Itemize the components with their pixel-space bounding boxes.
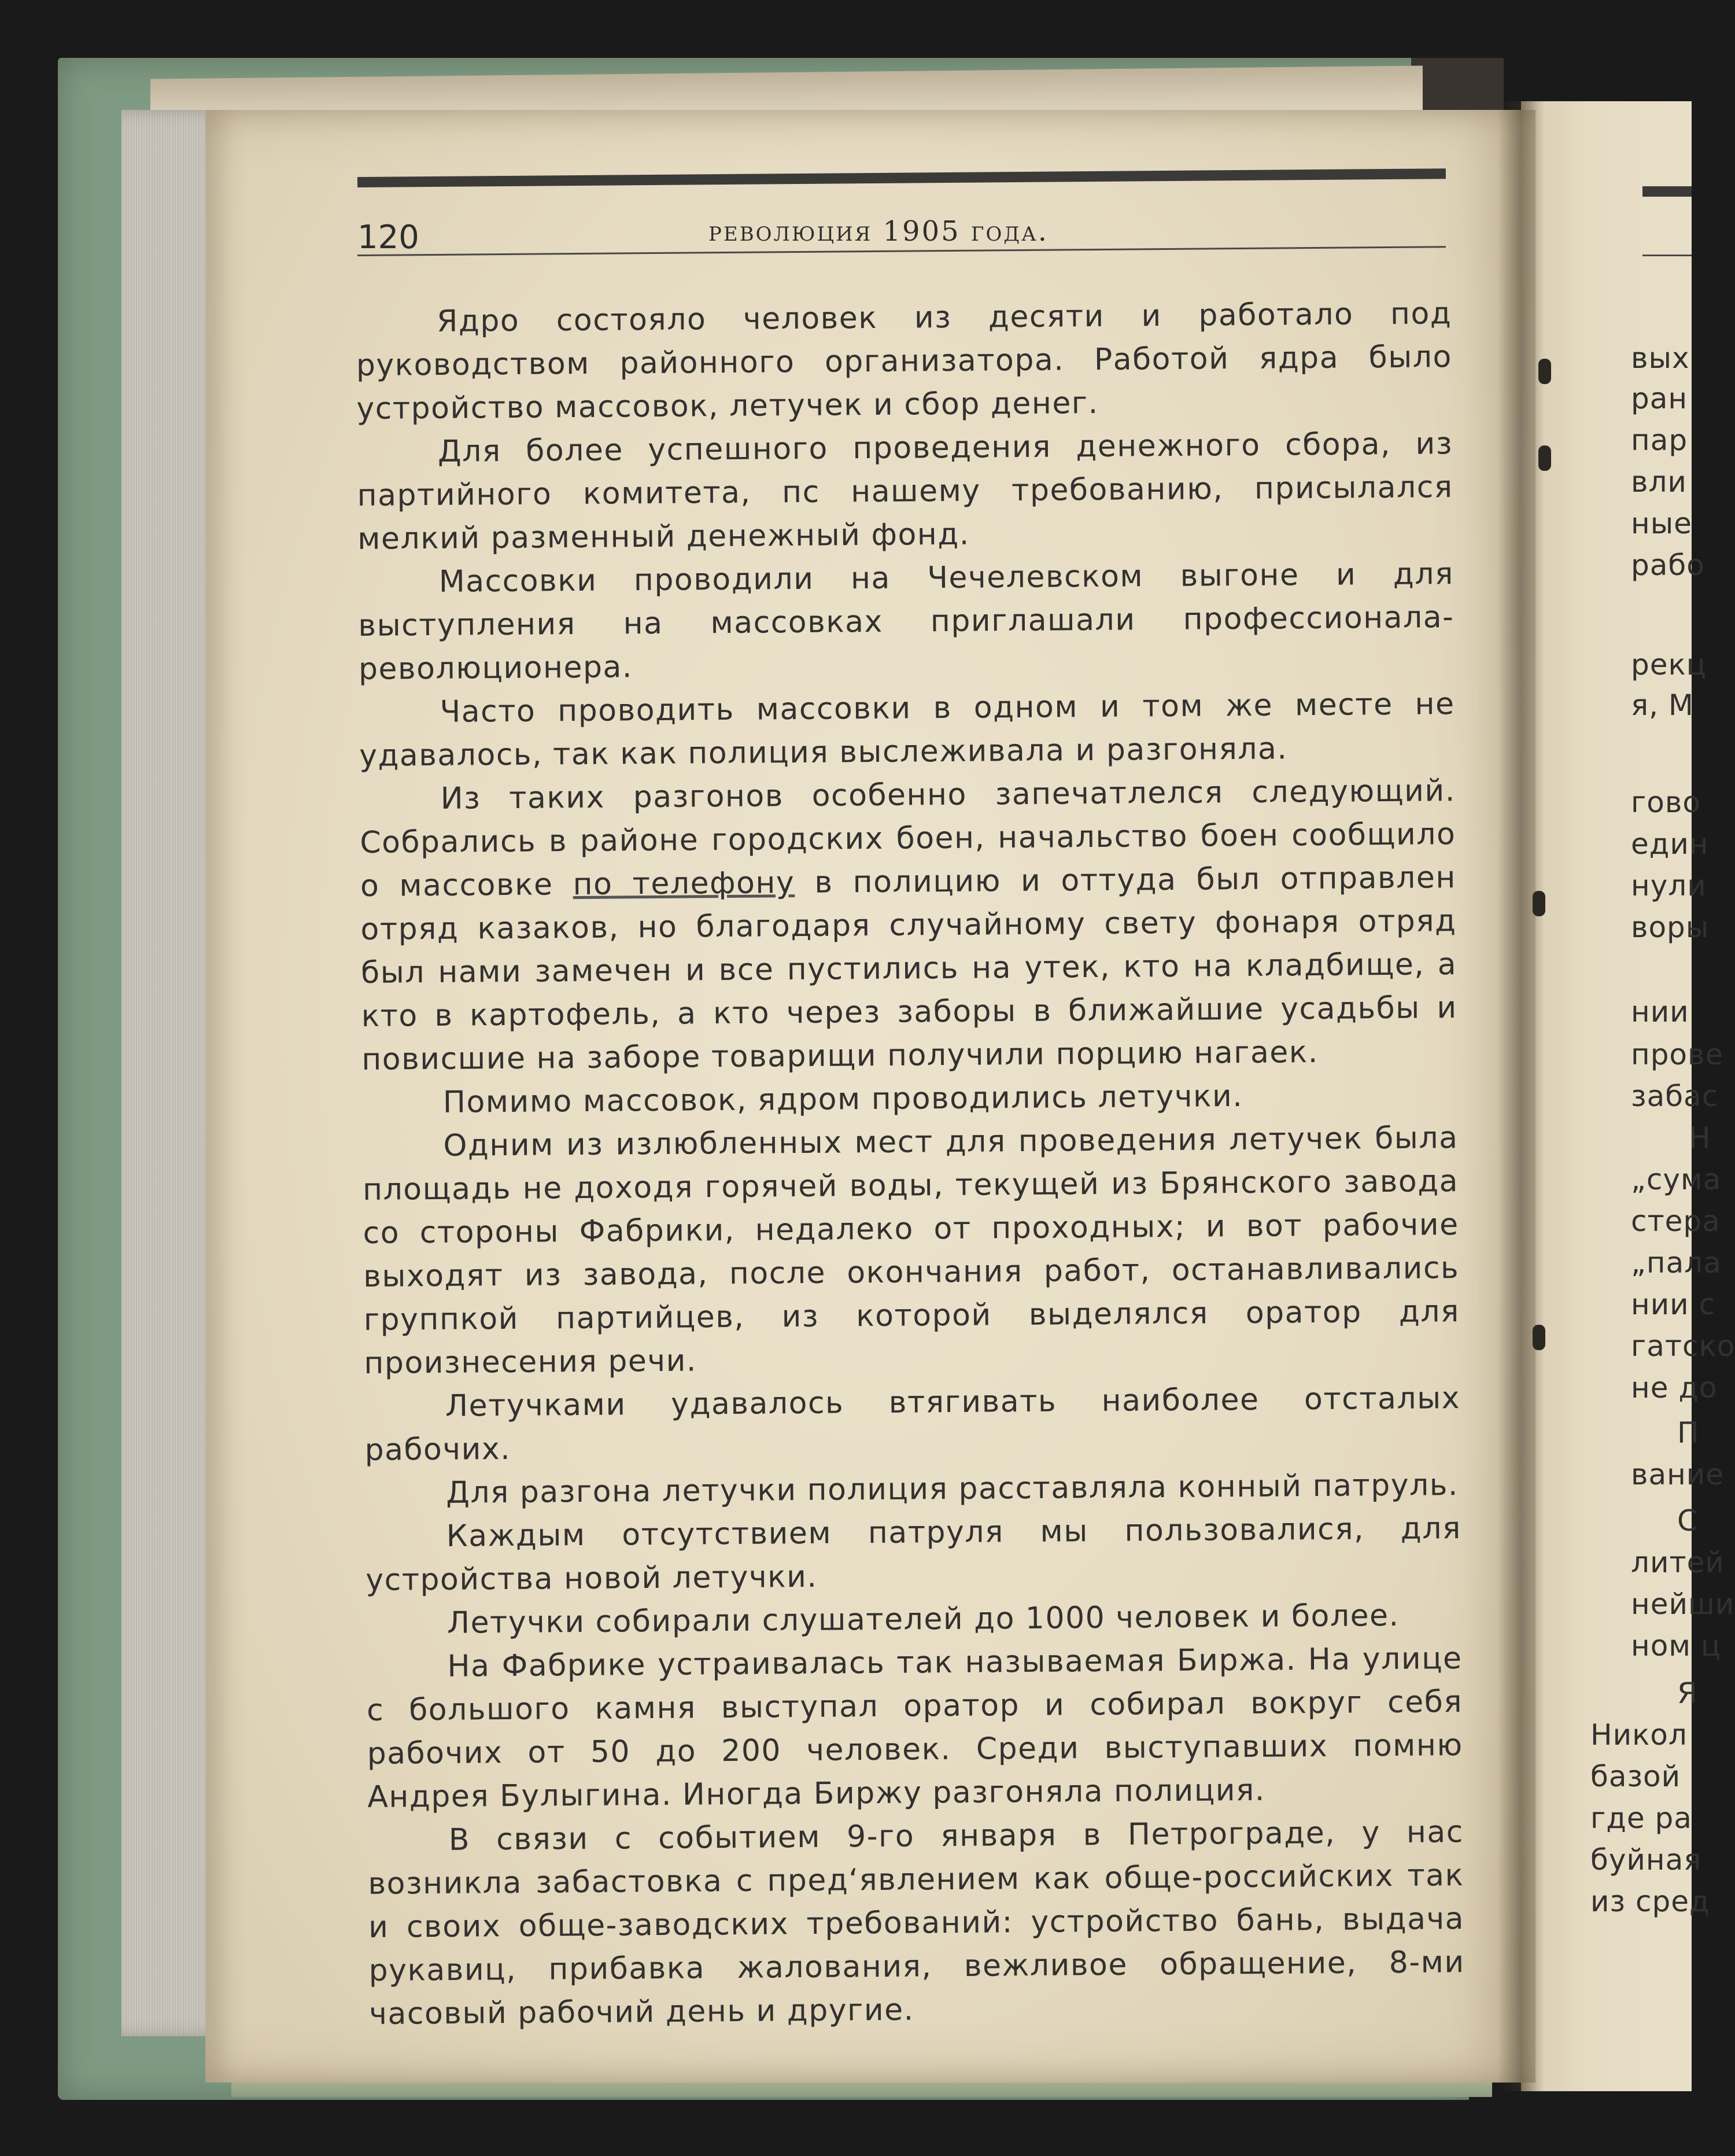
- facing-line: Никол: [1590, 1718, 1688, 1752]
- binding-clip: [1538, 359, 1551, 384]
- facing-line: вание: [1631, 1458, 1725, 1491]
- gutter-shadow: [1498, 101, 1544, 2091]
- paragraph-head: Из таких разгонов особенно запечатлелся следующий. Собрались в районе городских боен, начальство боен сообщило о массовке: [360, 773, 1456, 904]
- facing-line: гово: [1631, 786, 1701, 819]
- facing-line: вли: [1631, 465, 1687, 499]
- facing-line: П: [1677, 1416, 1700, 1450]
- facing-line: стера: [1631, 1204, 1721, 1238]
- facing-line: ные: [1631, 507, 1692, 540]
- binding-clip: [1538, 445, 1551, 471]
- facing-line: где ра: [1590, 1801, 1692, 1835]
- paragraph: Летучками удавалось втягивать наиболее отсталых рабочих.: [364, 1381, 1461, 1468]
- paragraph: Часто проводить массовки в одном и том же месте не удавалось, так как полиция выслеживала и разгоняла.: [359, 687, 1455, 773]
- facing-line: „сума: [1631, 1163, 1722, 1196]
- facing-line: из сред: [1590, 1885, 1710, 1918]
- facing-line: пар: [1631, 423, 1688, 457]
- paragraph: Для разгона летучки полиция расставляла конный патруль.: [445, 1468, 1459, 1510]
- facing-line: я, М: [1631, 688, 1695, 722]
- facing-line: прове: [1631, 1038, 1724, 1071]
- facing-line: ран: [1631, 382, 1688, 415]
- paragraph-tail: в полицию и оттуда был отправлен отряд казаков, но благодаря случайному свету фонаря отряд был нами замечен и все пустились на утек, кто на кладбище, а кто в картофель, а кто через заборы в ближайшие усадьбы и повисшие на заборе товарищи получили порцию нагаек.: [360, 860, 1457, 1077]
- facing-line: С: [1677, 1504, 1698, 1538]
- facing-line: гатско: [1631, 1329, 1735, 1363]
- paragraph: Для более успешного проведения денежного сбора, из партийного комитета, пс нашему требованию, присылался мелкий разменный денежный фонд.: [357, 426, 1453, 556]
- facing-line: Я: [1677, 1676, 1698, 1710]
- paragraph: На Фабрике устраивалась так называемая Биржа. На улице с большого камня выступал оратор и собирал вокруг себя рабочих от 50 до 200 человек. Среди выступавших помню Андрея Булыгина. Иногда Биржу разгоняла полиция.: [366, 1641, 1463, 1815]
- facing-line: рабо: [1631, 548, 1705, 582]
- facing-line: базой: [1590, 1760, 1681, 1793]
- paragraph: Каждым отсутствием патруля мы пользовалися, для устройства новой летучки.: [366, 1511, 1461, 1598]
- facing-line: рекц: [1631, 648, 1707, 681]
- facing-page-text: [1590, 0, 1735, 2025]
- binding-clip: [1533, 891, 1545, 916]
- paragraph: В связи с событием 9-го января в Петрограде, у нас возникла забастовка с пред‘явлением как обще-российских так и своих обще-заводских требований: устройство бань, выдача рукавиц, прибавка жалования, вежливое обращение, 8-ми часовый рабочий день и другие.: [368, 1815, 1465, 2032]
- binding-clip: [1533, 1325, 1545, 1350]
- paragraph: Летучки собирали слушателей до 1000 человек и более.: [446, 1598, 1400, 1641]
- page-number: 120: [357, 219, 419, 256]
- paragraph: Ядро состояло человек из десяти и работало под руководством районного организатора. Работой ядра было устройство массовок, летучек и сбор денег.: [356, 296, 1453, 426]
- running-title: революция 1905 года.: [708, 215, 1049, 248]
- facing-line: нули: [1631, 869, 1707, 902]
- underlined-phrase: по телефону: [573, 865, 795, 902]
- paragraph: Массовки проводили на Чечелевском выгоне и для выступления на массовках приглашали профессионала-революционера.: [358, 556, 1455, 687]
- facing-line: забас: [1631, 1079, 1719, 1113]
- facing-line: нейши: [1631, 1587, 1735, 1621]
- facing-line: нии с: [1631, 1288, 1716, 1321]
- facing-line: литей: [1631, 1546, 1725, 1579]
- paragraph: [359, 769, 1457, 1082]
- paragraph: Одним из излюбленных мест для проведения летучек была площадь не доходя горячей воды, текущей из Брянского завода со стороны Фабрики, недалеко от проходных; и вот рабочие выходят из завода, после окончания работ, останавливались группкой партийцев, из которой выделялся оратор для произнесения речи.: [362, 1121, 1460, 1381]
- facing-line: воры: [1631, 911, 1710, 944]
- paragraph: Помимо массовок, ядром проводились летучки.: [442, 1078, 1243, 1120]
- facing-line: буйная: [1590, 1843, 1702, 1877]
- facing-line: „пала: [1631, 1246, 1722, 1280]
- facing-line: не до: [1631, 1371, 1718, 1405]
- facing-line: един: [1631, 827, 1709, 861]
- facing-line: вых: [1631, 341, 1690, 375]
- facing-line: нии: [1631, 995, 1689, 1029]
- facing-line: ном ц: [1631, 1629, 1721, 1663]
- body-text: [356, 292, 1465, 2036]
- facing-line: Н: [1689, 1121, 1711, 1155]
